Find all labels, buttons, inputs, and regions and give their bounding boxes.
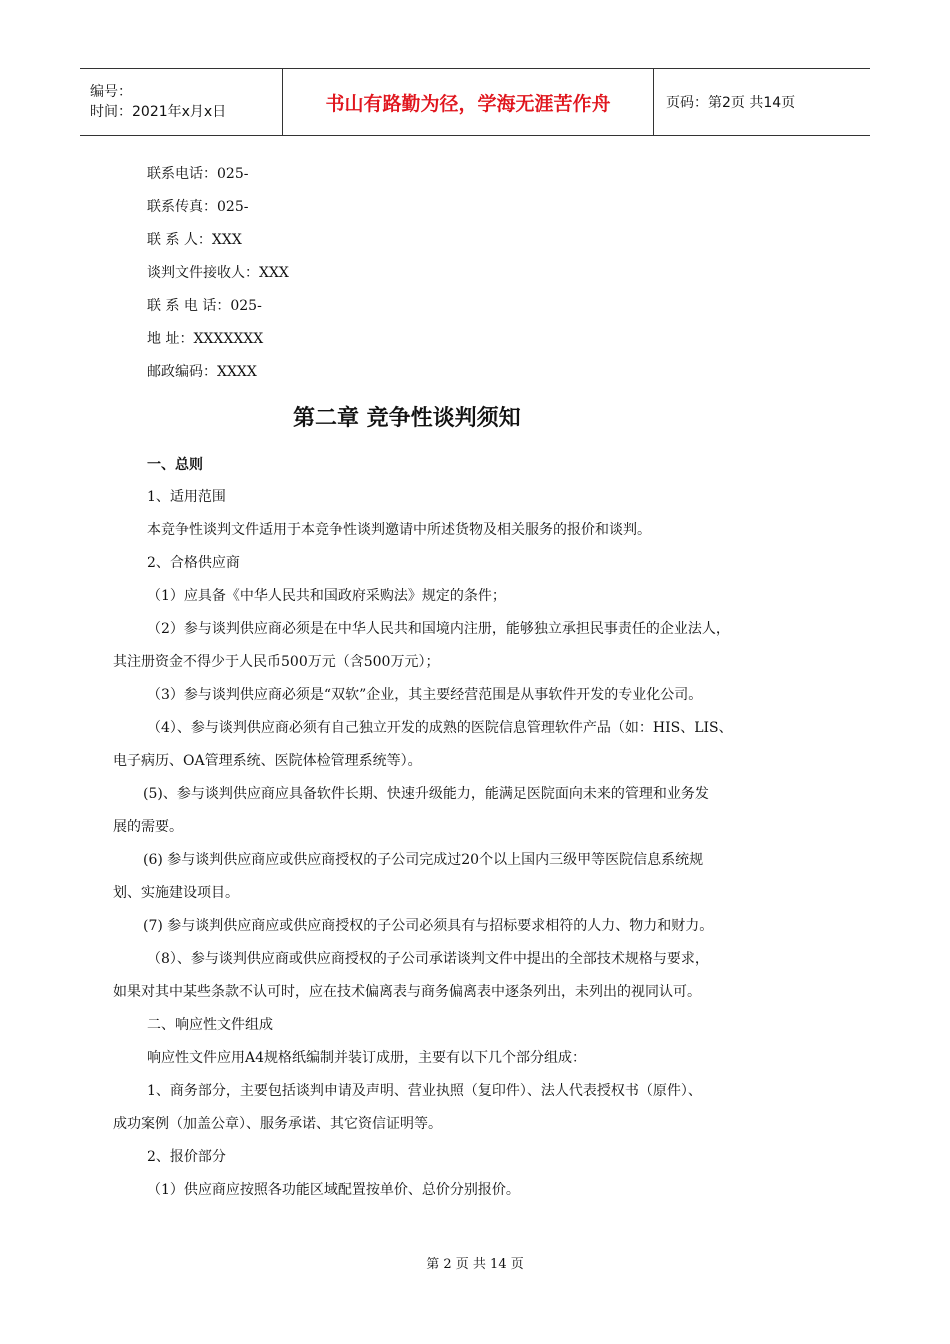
- paragraph-line: （2）参与谈判供应商必须是在中华人民共和国境内注册，能够独立承担民事责任的企业法人，: [147, 621, 730, 637]
- paragraph-line: （4）、参与谈判供应商必须有自己独立开发的成熟的医院信息管理软件产品（如：HIS、LIS、: [147, 720, 733, 736]
- header-left-cell: [80, 69, 283, 135]
- page-footer: 第 2 页 共 14 页: [426, 1257, 524, 1272]
- paragraph-line: (6) 参与谈判供应商应或供应商授权的子公司完成过20个以上国内三级甲等医院信息系统规: [143, 852, 704, 868]
- paragraph-line: 2、报价部分: [147, 1149, 226, 1165]
- paragraph-line: (7) 参与谈判供应商应或供应商授权的子公司必须具有与招标要求相符的人力、物力和财力。: [143, 918, 714, 934]
- section-heading: 二、响应性文件组成: [147, 1017, 273, 1033]
- paragraph-line: （3）参与谈判供应商必须是“双软”企业，其主要经营范围是从事软件开发的专业化公司。: [147, 687, 703, 703]
- header-page-cell: [654, 69, 870, 135]
- section-heading: 一、总则: [147, 457, 203, 473]
- contact-line: 联系电话：025-: [147, 166, 249, 182]
- paragraph-line: 展的需要。: [113, 819, 183, 835]
- paragraph-line: 电子病历、OA管理系统、医院体检管理系统等）。: [113, 753, 422, 769]
- paragraph-line: 其注册资金不得少于人民币500万元（含500万元）；: [113, 654, 440, 670]
- contact-line: 联 系 人：XXX: [147, 232, 242, 248]
- document-time-label: 时间：2021年x月x日: [90, 104, 227, 120]
- paragraph-line: （1）供应商应按照各功能区域配置按单价、总价分别报价。: [147, 1182, 520, 1198]
- paragraph-line: （1）应具备《中华人民共和国政府采购法》规定的条件；: [147, 588, 506, 604]
- paragraph-line: 2、合格供应商: [147, 555, 240, 571]
- page-header: [80, 68, 870, 136]
- header-motto: 书山有路勤为径，学海无涯苦作舟: [325, 92, 611, 115]
- header-motto-cell: [283, 69, 654, 135]
- chapter-title: 第二章 竞争性谈判须知: [293, 406, 521, 431]
- paragraph-line: 响应性文件应用A4规格纸编制并装订成册，主要有以下几个部分组成：: [147, 1050, 587, 1066]
- contact-line: 联系传真：025-: [147, 199, 249, 215]
- header-page-info: 页码：第2页 共14页: [666, 95, 796, 111]
- paragraph-line: 1、商务部分，主要包括谈判申请及声明、营业执照（复印件）、法人代表授权书（原件）、: [147, 1083, 702, 1099]
- contact-line: 地 址：XXXXXXX: [147, 331, 264, 347]
- contact-line: 联 系 电 话：025-: [147, 298, 262, 314]
- contact-line: 邮政编码：XXXX: [147, 364, 257, 380]
- paragraph-line: 如果对其中某些条款不认可时，应在技术偏离表与商务偏离表中逐条列出，未列出的视同认可。: [113, 984, 701, 1000]
- paragraph-line: （8）、参与谈判供应商或供应商授权的子公司承诺谈判文件中提出的全部技术规格与要求，: [147, 951, 709, 967]
- paragraph-line: (5)、参与谈判供应商应具备软件长期、快速升级能力，能满足医院面向未来的管理和业务发: [143, 786, 709, 802]
- document-number-label: 编号：: [90, 84, 132, 100]
- paragraph-line: 本竞争性谈判文件适用于本竞争性谈判邀请中所述货物及相关服务的报价和谈判。: [147, 522, 651, 538]
- paragraph-line: 1、适用范围: [147, 489, 226, 505]
- contact-line: 谈判文件接收人：XXX: [147, 265, 289, 281]
- paragraph-line: 划、实施建设项目。: [113, 885, 239, 901]
- paragraph-line: 成功案例（加盖公章）、服务承诺、其它资信证明等。: [113, 1116, 442, 1132]
